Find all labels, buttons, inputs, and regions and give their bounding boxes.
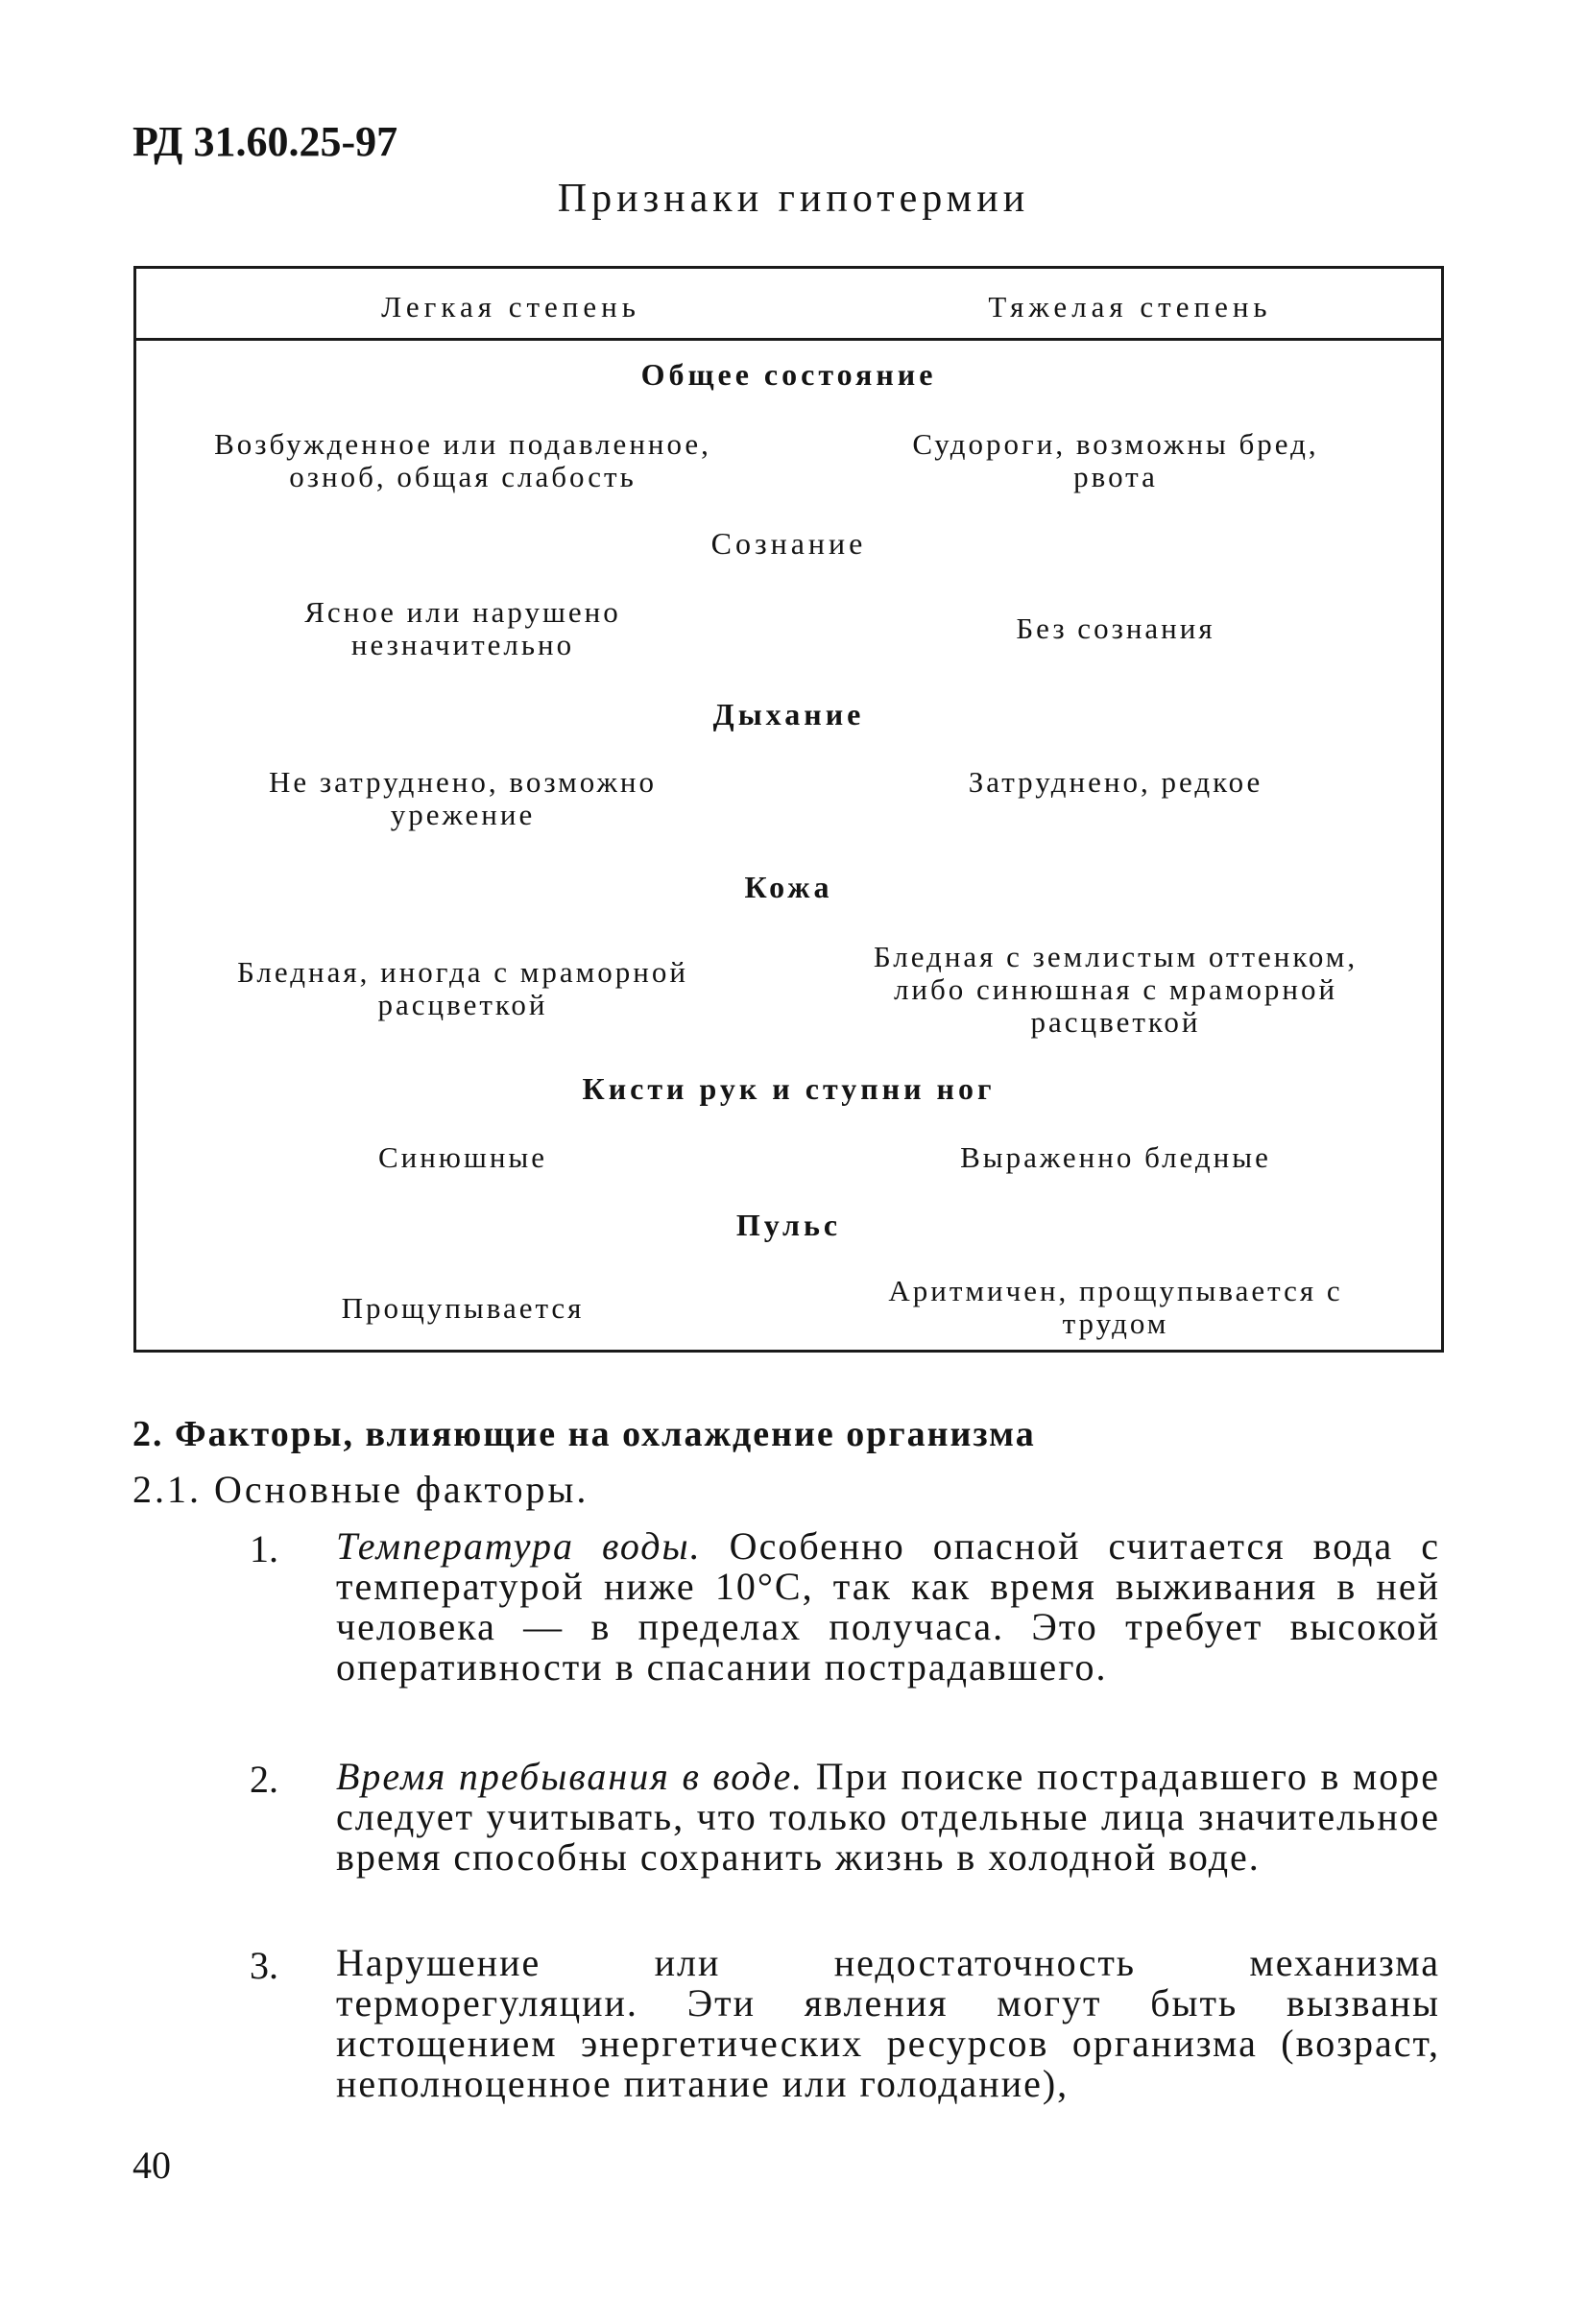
item-title: Время пребывания в воде. bbox=[336, 1755, 805, 1798]
cell-skin-mild: Бледная, иногда с мраморной расцветкой bbox=[237, 955, 688, 1021]
item-text bbox=[336, 1526, 1440, 1688]
section-heading: 2. Факторы, влияющие на охлаждение организма bbox=[132, 1414, 1036, 1454]
cell-general-severe: Судороги, возможны бред, рвота bbox=[912, 427, 1319, 493]
cell-pulse-severe: Аритмичен, прощупывается с трудом bbox=[888, 1274, 1343, 1340]
section-hands-feet: Кисти рук и ступни ног bbox=[582, 1071, 996, 1106]
cell-pulse-mild: Прощупывается bbox=[341, 1291, 585, 1325]
hypothermia-signs-table bbox=[133, 266, 1444, 1353]
cell-consciousness-mild: Ясное или нарушено незначительно bbox=[304, 595, 621, 661]
column-header-mild: Легкая степень bbox=[381, 290, 640, 323]
item-body: Особенно опасной считается вода с температурой ниже 10°С, так как время выживания в ней человека — в пределах получаса. Это требует высокой оперативности в спасании пострадавшего. bbox=[336, 1524, 1441, 1689]
item-text bbox=[336, 1943, 1440, 2104]
header-divider bbox=[136, 338, 1441, 341]
item-title: Температура воды. bbox=[336, 1524, 702, 1568]
item-number: 1. bbox=[250, 1527, 278, 1570]
subsection-heading: 2.1. Основные факторы. bbox=[132, 1468, 589, 1511]
cell-general-mild: Возбужденное или подавленное, озноб, общая слабость bbox=[214, 427, 711, 493]
cell-consciousness-severe: Без сознания bbox=[1016, 611, 1215, 645]
section-breathing: Дыхание bbox=[712, 697, 865, 731]
page-number: 40 bbox=[132, 2144, 171, 2187]
item-body: При поиске пострадавшего в море следует учитывать, что только отдельные лица значительное время способны сохранить жизнь в холодной воде. bbox=[336, 1755, 1441, 1879]
item-number: 2. bbox=[250, 1758, 278, 1801]
section-skin: Кожа bbox=[744, 870, 833, 904]
cell-breathing-severe: Затруднено, редкое bbox=[968, 765, 1263, 799]
item-body: Нарушение или недостаточность механизма терморегуляции. Эти явления могут быть вызваны истощением энергетических ресурсов организма (возраст, неполноценное питание или голодание), bbox=[336, 1941, 1440, 2105]
cell-skin-severe: Бледная с землистым оттенком, либо синюшная с мраморной расцветкой bbox=[873, 940, 1359, 1039]
table-title: Признаки гипотермии bbox=[557, 177, 1030, 221]
section-pulse: Пульс bbox=[735, 1208, 842, 1242]
section-consciousness: Сознание bbox=[710, 526, 867, 561]
cell-hands-mild: Синюшные bbox=[377, 1140, 548, 1174]
cell-hands-severe: Выраженно бледные bbox=[960, 1140, 1271, 1174]
item-text bbox=[336, 1757, 1440, 1878]
column-header-severe: Тяжелая степень bbox=[988, 290, 1272, 323]
item-number: 3. bbox=[250, 1944, 278, 1987]
section-general-state: Общее состояние bbox=[640, 357, 937, 392]
document-code: РД 31.60.25-97 bbox=[132, 118, 398, 165]
cell-breathing-mild: Не затруднено, возможно урежение bbox=[269, 765, 657, 831]
